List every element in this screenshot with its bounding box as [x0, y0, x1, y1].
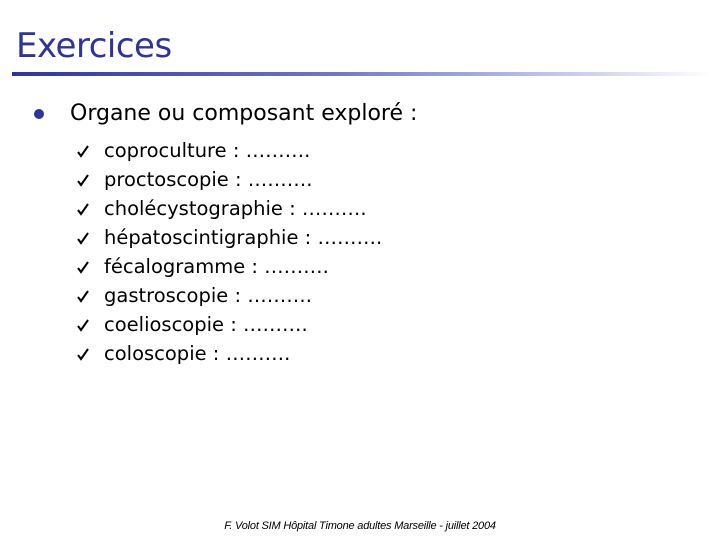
list-item-text: fécalogramme : ………. [104, 255, 329, 278]
checkmark-icon [76, 202, 90, 216]
list-item-proctoscopie [76, 165, 382, 194]
checkmark-icon [76, 231, 90, 245]
exam-list [76, 136, 382, 368]
list-item-text: coproculture : ………. [104, 139, 311, 162]
checkmark-icon [76, 289, 90, 303]
list-item-gastroscopie [76, 281, 382, 310]
checkmark-icon [76, 173, 90, 187]
list-item-coelioscopie [76, 310, 382, 339]
list-item-text: cholécystographie : ………. [104, 197, 367, 220]
list-item-coproculture [76, 136, 382, 165]
list-item-text: coloscopie : ………. [104, 342, 291, 365]
checkmark-icon [76, 347, 90, 361]
list-item-hepatoscintigraphie [76, 223, 382, 252]
list-item-coloscopie [76, 339, 382, 368]
list-item-text: hépatoscintigraphie : ………. [104, 226, 383, 249]
list-item-text: gastroscopie : ………. [104, 284, 312, 307]
slide-title: Exercices [16, 26, 172, 66]
main-bullet-text: Organe ou composant exploré : [70, 101, 418, 126]
list-item-fecalogramme [76, 252, 382, 281]
checkmark-icon [76, 144, 90, 158]
slide-footer: F. Volot SIM Hôpital Timone adultes Marseille - juillet 2004 [224, 520, 496, 532]
checkmark-icon [76, 260, 90, 274]
list-item-cholecystographie [76, 194, 382, 223]
circle-bullet-icon [34, 109, 44, 119]
checkmark-icon [76, 318, 90, 332]
list-item-text: proctoscopie : ………. [104, 168, 313, 191]
title-divider [12, 72, 712, 76]
list-item-text: coelioscopie : ………. [104, 313, 308, 336]
main-bullet [34, 96, 417, 132]
